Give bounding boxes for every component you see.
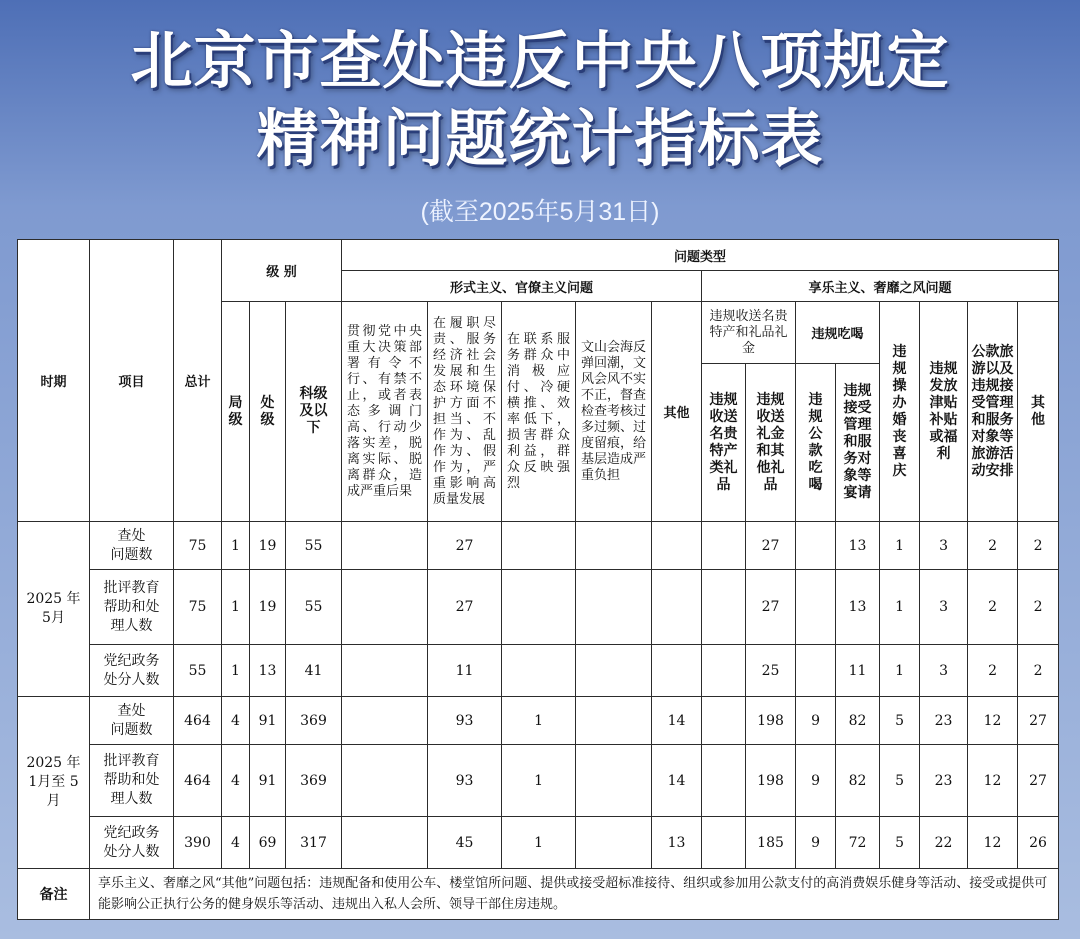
- header-item: 项目: [90, 240, 174, 522]
- table-cell: 12: [968, 697, 1018, 745]
- table-cell: 91: [250, 745, 286, 817]
- header-group-formalism: 形式主义、官僚主义问题: [342, 271, 702, 302]
- table-cell: 9: [796, 697, 836, 745]
- table-cell: 3: [920, 522, 968, 570]
- table-cell: 55: [286, 522, 342, 570]
- page-title-line1: 北京市查处违反中央八项规定: [130, 24, 950, 97]
- table-cell: 41: [286, 645, 342, 697]
- table-cell: 19: [250, 522, 286, 570]
- table-cell: 198: [746, 745, 796, 817]
- header-subsidy: 违规发放津贴补贴或福利: [920, 302, 968, 522]
- note-text: 享乐主义、奢靡之风“其他”问题包括：违规配备和使用公车、楼堂馆所问题、提供或接受超标准接待、组织或参加用公款支付的高消费娱乐健身等活动、接受或提供可能影响公正执行公务的健身娱乐等活动、违规出入私人会所、领导干部住房违规。: [90, 869, 1059, 920]
- table-cell: [702, 697, 746, 745]
- table-cell: [342, 745, 428, 817]
- table-cell: 3: [920, 645, 968, 697]
- row-label: 批评教育 帮助和处 理人数: [90, 745, 174, 817]
- table-cell: 14: [652, 745, 702, 817]
- table-cell: 369: [286, 697, 342, 745]
- header-level-section: 科级及以下: [286, 302, 342, 522]
- table-cell: 317: [286, 817, 342, 869]
- table-cell: 2: [968, 570, 1018, 645]
- table-cell: 1: [222, 522, 250, 570]
- table-cell: 1: [222, 645, 250, 697]
- table-cell: [702, 522, 746, 570]
- table-cell: 5: [880, 745, 920, 817]
- table-cell: 5: [880, 697, 920, 745]
- header-gifts: 违规收送名贵特产和礼品礼金: [702, 302, 796, 364]
- table-cell: [502, 570, 576, 645]
- table-cell: [342, 817, 428, 869]
- table-cell: 9: [796, 817, 836, 869]
- table-cell: 55: [286, 570, 342, 645]
- table-cell: [702, 817, 746, 869]
- table-cell: 1: [502, 817, 576, 869]
- table-cell: 27: [428, 570, 502, 645]
- table-cell: 45: [428, 817, 502, 869]
- header-dining: 违规吃喝: [796, 302, 880, 364]
- header-formalism-other: 其他: [652, 302, 702, 522]
- table-cell: 2: [968, 522, 1018, 570]
- header-level-bureau: 局级: [222, 302, 250, 522]
- table-cell: 19: [250, 570, 286, 645]
- table-cell: [342, 697, 428, 745]
- table-cell: [576, 645, 652, 697]
- table-cell: 13: [250, 645, 286, 697]
- table-cell: 14: [652, 697, 702, 745]
- table-cell: [576, 570, 652, 645]
- table-cell: 1: [880, 522, 920, 570]
- table-cell: 27: [1018, 697, 1059, 745]
- row-label: 批评教育 帮助和处 理人数: [90, 570, 174, 645]
- table-cell: 1: [880, 645, 920, 697]
- row-label: 查处 问题数: [90, 697, 174, 745]
- page-subtitle: (截至2025年5月31日): [420, 198, 660, 226]
- header-level-office: 处级: [250, 302, 286, 522]
- table-cell: 72: [836, 817, 880, 869]
- table-cell: 2: [1018, 645, 1059, 697]
- table-cell: 13: [836, 570, 880, 645]
- table-cell: [702, 645, 746, 697]
- header-group-hedonism: 享乐主义、奢靡之风问题: [702, 271, 1059, 302]
- header-gifts-cash: 违规收送礼金和其他礼品: [746, 364, 796, 522]
- table-cell: 464: [174, 745, 222, 817]
- table-cell: 390: [174, 817, 222, 869]
- table-cell: 75: [174, 522, 222, 570]
- table-cell: 1: [222, 570, 250, 645]
- table-cell: [702, 570, 746, 645]
- table-cell: [342, 645, 428, 697]
- table-row: [18, 645, 1059, 697]
- table-cell: 82: [836, 697, 880, 745]
- table-cell: 4: [222, 817, 250, 869]
- table-cell: 1: [880, 570, 920, 645]
- table-cell: 27: [746, 570, 796, 645]
- table-cell: 464: [174, 697, 222, 745]
- table-cell: 69: [250, 817, 286, 869]
- row-label: 党纪政务 处分人数: [90, 645, 174, 697]
- period-2025-may: 2025 年 5月: [18, 522, 90, 697]
- statistics-table-container: [17, 239, 1058, 919]
- statistics-table: [17, 239, 1059, 920]
- table-cell: [796, 522, 836, 570]
- note-row: [18, 869, 1059, 920]
- table-cell: 2: [968, 645, 1018, 697]
- table-cell: 93: [428, 697, 502, 745]
- table-cell: [502, 645, 576, 697]
- period-2025-jan-may: 2025 年 1月至 5 月: [18, 697, 90, 869]
- table-cell: 12: [968, 817, 1018, 869]
- table-cell: 369: [286, 745, 342, 817]
- table-cell: [796, 645, 836, 697]
- table-cell: 13: [836, 522, 880, 570]
- table-cell: 1: [502, 745, 576, 817]
- header-gifts-specialty: 违规收送名贵特产类礼品: [702, 364, 746, 522]
- table-cell: [576, 697, 652, 745]
- table-row: [18, 522, 1059, 570]
- table-cell: 5: [880, 817, 920, 869]
- table-cell: 27: [1018, 745, 1059, 817]
- table-cell: [652, 522, 702, 570]
- table-cell: [342, 570, 428, 645]
- table-cell: 93: [428, 745, 502, 817]
- table-cell: 27: [428, 522, 502, 570]
- header-hedonism-other: 其他: [1018, 302, 1059, 522]
- table-cell: 11: [836, 645, 880, 697]
- table-cell: 1: [502, 697, 576, 745]
- header-formalism-2: 在履职尽责、服务经济社会发展和生态环境保护方面不担当、不作为、乱作为、假作为，严重影响高质量发展: [428, 302, 502, 522]
- header-dining-public: 违规公款吃喝: [796, 364, 836, 522]
- table-cell: 82: [836, 745, 880, 817]
- table-cell: 13: [652, 817, 702, 869]
- table-cell: 91: [250, 697, 286, 745]
- row-label: 党纪政务 处分人数: [90, 817, 174, 869]
- table-cell: 2: [1018, 570, 1059, 645]
- header-level: 级 别: [222, 240, 342, 302]
- table-cell: 9: [796, 745, 836, 817]
- table-cell: 25: [746, 645, 796, 697]
- table-row: [18, 745, 1059, 817]
- table-cell: [576, 522, 652, 570]
- table-cell: 75: [174, 570, 222, 645]
- table-cell: [652, 645, 702, 697]
- table-cell: 4: [222, 697, 250, 745]
- table-cell: [576, 817, 652, 869]
- header-weddings: 违规操办婚丧喜庆: [880, 302, 920, 522]
- table-cell: 198: [746, 697, 796, 745]
- header-issue-type: 问题类型: [342, 240, 1059, 271]
- table-cell: [576, 745, 652, 817]
- table-cell: 23: [920, 697, 968, 745]
- table-cell: 27: [746, 522, 796, 570]
- table-row: [18, 817, 1059, 869]
- header-total: 总计: [174, 240, 222, 522]
- table-cell: 23: [920, 745, 968, 817]
- table-cell: [702, 745, 746, 817]
- header-period: 时期: [18, 240, 90, 522]
- table-cell: 11: [428, 645, 502, 697]
- table-cell: 12: [968, 745, 1018, 817]
- table-cell: 55: [174, 645, 222, 697]
- table-cell: [652, 570, 702, 645]
- note-label: 备注: [18, 869, 90, 920]
- header-dining-banquet: 违规接受管理和服务对象等宴请: [836, 364, 880, 522]
- page-title-line2: 精神问题统计指标表: [256, 102, 824, 175]
- table-row: [18, 570, 1059, 645]
- table-cell: 26: [1018, 817, 1059, 869]
- row-label: 查处 问题数: [90, 522, 174, 570]
- header-formalism-3: 在联系服务群众中消极应付、冷硬横推、效率低下，损害群众利益，群众反映强烈: [502, 302, 576, 522]
- table-row: [18, 697, 1059, 745]
- table-cell: 3: [920, 570, 968, 645]
- table-cell: [502, 522, 576, 570]
- table-cell: 185: [746, 817, 796, 869]
- table-cell: 4: [222, 745, 250, 817]
- header-formalism-1: 贯彻党中央重大决策部署有令不行、有禁不止，或者表态多调门高、行动少落实差，脱离实际、脱离群众，造成严重后果: [342, 302, 428, 522]
- table-cell: 22: [920, 817, 968, 869]
- table-cell: 2: [1018, 522, 1059, 570]
- table-cell: [342, 522, 428, 570]
- table-cell: [796, 570, 836, 645]
- header-travel: 公款旅游以及违规接受管理和服务对象等旅游活动安排: [968, 302, 1018, 522]
- header-formalism-4: 文山会海反弹回潮，文风会风不实不正，督查检查考核过多过频、过度留痕，给基层造成严重负担: [576, 302, 652, 522]
